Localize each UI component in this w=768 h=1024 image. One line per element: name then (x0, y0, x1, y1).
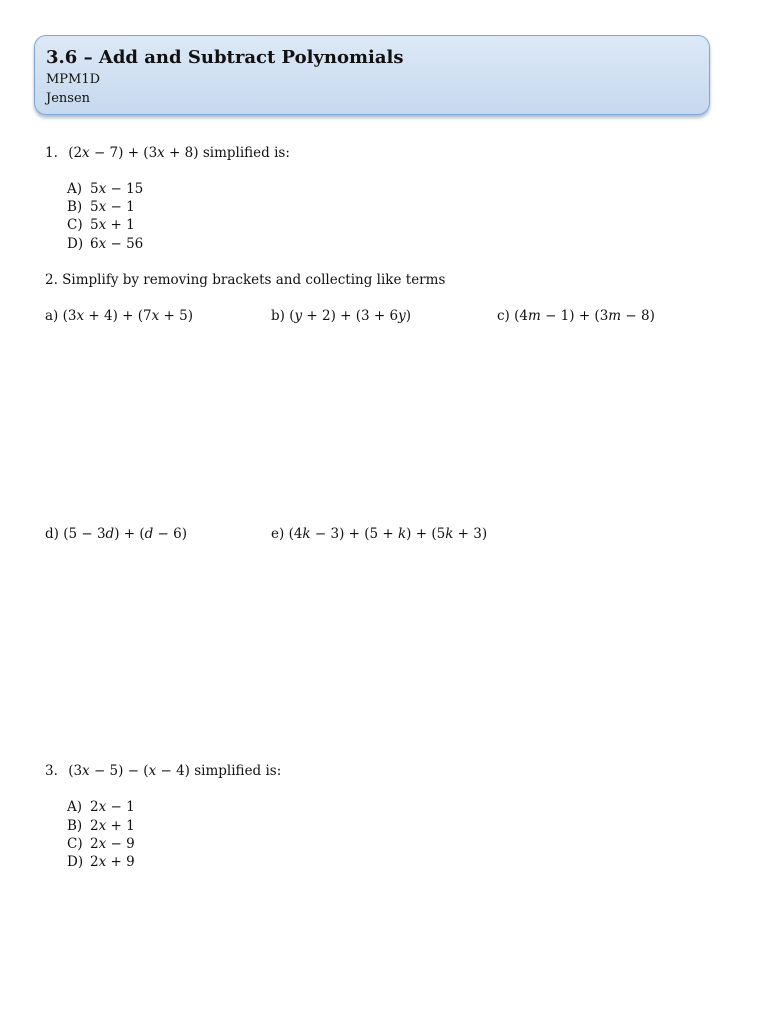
option-letter: D) (67, 854, 84, 870)
question-3 (45, 763, 281, 779)
part-expression: (4𝑘 − 3) + (5 + 𝑘) + (5𝑘 + 3) (288, 526, 488, 542)
author-name: Jensen (46, 91, 91, 106)
question-2e (271, 526, 487, 542)
option-letter: B) (67, 199, 83, 215)
part-label: d) (45, 526, 59, 542)
option-letter: B) (67, 818, 83, 834)
question-1-number: 1. (45, 145, 58, 161)
question-1-expression: (2𝑥 − 7) + (3𝑥 + 8) (68, 145, 199, 161)
question-2a (45, 308, 193, 324)
option-letter: D) (67, 236, 84, 252)
part-expression: (4𝑚 − 1) + (3𝑚 − 8) (514, 308, 655, 324)
question-3-number: 3. (45, 763, 58, 779)
question-2d (45, 526, 187, 542)
option-letter: C) (67, 836, 83, 852)
question-1-option-d (67, 236, 143, 252)
question-3-option-c (67, 836, 135, 852)
option-answer: 5𝑥 − 1 (90, 199, 135, 215)
option-answer: 2𝑥 − 1 (90, 799, 135, 815)
question-3-expression: (3𝑥 − 5) − (𝑥 − 4) (68, 763, 190, 779)
option-answer: 5𝑥 + 1 (90, 217, 135, 233)
question-1-option-a (67, 181, 143, 197)
part-label: a) (45, 308, 59, 324)
worksheet-header (34, 35, 710, 115)
option-answer: 6𝑥 − 56 (90, 236, 144, 252)
question-1-option-c (67, 217, 135, 233)
part-label: c) (497, 308, 510, 324)
option-letter: A) (67, 181, 83, 197)
course-code: MPM1D (46, 72, 101, 87)
page-title: 3.6 – Add and Subtract Polynomials (46, 47, 404, 68)
question-1-option-b (67, 199, 135, 215)
question-3-option-d (67, 854, 135, 870)
option-answer: 5𝑥 − 15 (90, 181, 144, 197)
option-answer: 2𝑥 + 1 (90, 818, 135, 834)
question-3-prompt: simplified is: (194, 763, 282, 779)
question-2-instruction: 2. Simplify by removing brackets and collecting like terms (45, 272, 446, 288)
question-1 (45, 145, 290, 161)
part-expression: (𝑦 + 2) + (3 + 6𝑦) (289, 308, 411, 324)
question-3-option-b (67, 818, 135, 834)
part-label: e) (271, 526, 285, 542)
option-answer: 2𝑥 − 9 (90, 836, 135, 852)
option-letter: C) (67, 217, 83, 233)
question-2c (497, 308, 655, 324)
part-expression: (5 − 3𝑑) + (𝑑 − 6) (63, 526, 188, 542)
question-3-option-a (67, 799, 135, 815)
option-answer: 2𝑥 + 9 (90, 854, 135, 870)
part-label: b) (271, 308, 285, 324)
option-letter: A) (67, 799, 83, 815)
part-expression: (3𝑥 + 4) + (7𝑥 + 5) (62, 308, 193, 324)
question-1-prompt: simplified is: (202, 145, 290, 161)
question-2b (271, 308, 411, 324)
